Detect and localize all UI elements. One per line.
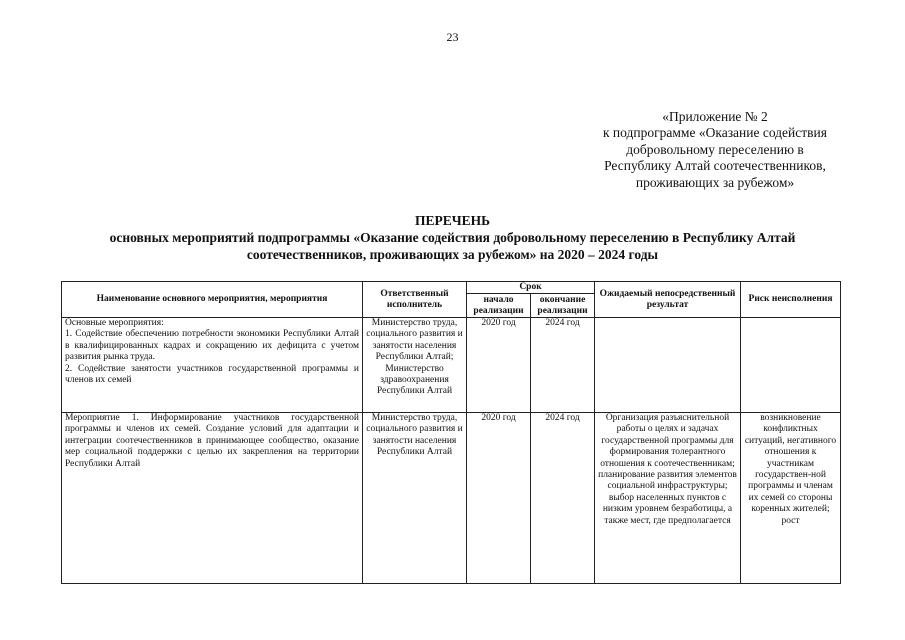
title-line: ПЕРЕЧЕНЬ: [414, 213, 491, 228]
header-risk: Риск неисполнения: [741, 282, 841, 318]
title-line: соотечественников, проживающих за рубежом» на 2020 – 2024 годы: [246, 247, 659, 262]
measures-table: [61, 281, 841, 584]
header-start: начало реализации: [467, 294, 531, 318]
cell-responsible: Министерство труда, социального развития и занятости населения Республики Алтай; Министерство здравоохранения Республики Алтай: [363, 318, 467, 413]
cell-responsible: Министерство труда, социального развития и занятости населения Республики Алтай: [363, 413, 467, 584]
header-result: Ожидаемый непосредственный результат: [595, 282, 741, 318]
table-row: [62, 318, 841, 413]
cell-end: 2024 год: [531, 413, 595, 584]
cell-risk: [741, 318, 841, 413]
cell-name: Мероприятие 1. Информирование участников государственной программы и членов их семей. Создание условий для адаптации и интеграции соотечественников в принимающее сообщество, оказание мер социальной поддержки с целью их закрепления на территории Республики Алтай: [62, 413, 363, 584]
cell-end: 2024 год: [531, 318, 595, 413]
document-title: [40, 212, 865, 263]
table-row: [62, 413, 841, 584]
appendix-line: проживающих за рубежом»: [635, 174, 795, 190]
appendix-heading: [540, 109, 890, 191]
appendix-line: к подпрограмме «Оказание содействия: [603, 125, 827, 141]
title-line: основных мероприятий подпрограммы «Оказание содействия добровольному переселению в Республику Алтай: [109, 230, 796, 245]
header-name: Наименование основного мероприятия, мероприятия: [62, 282, 363, 318]
appendix-line: Республику Алтай соотечественников,: [604, 158, 826, 174]
cell-risk: возникновение конфликтных ситуаций, негативного отношения к участникам государствен-ной программы и членам их семей со стороны коренных жителей; рост: [741, 413, 841, 584]
cell-result: Организация разъяснительной работы о целях и задачах государственной программы для формирования толерантного отношения к соотечественникам; планирование развития элементов социальной инфраструктуры; выбор населенных пунктов с низким уровнем безработицы, а также мест, где предполагается: [595, 413, 741, 584]
cell-start: 2020 год: [467, 413, 531, 584]
appendix-line: добровольному переселению в: [626, 141, 804, 157]
cell-name: Основные мероприятия: 1. Содействие обеспечению потребности экономики Республики Алтай в квалифицированных кадрах и сокращению их дефицита с учетом развития рынка труда. 2. Содействие занятости участников государственной программы и членов их семей: [62, 318, 363, 413]
cell-start: 2020 год: [467, 318, 531, 413]
header-end: окончание реализации: [531, 294, 595, 318]
cell-result: [595, 318, 741, 413]
page-number: 23: [446, 30, 459, 44]
header-responsible: Ответственный исполнитель: [363, 282, 467, 318]
appendix-line: «Приложение № 2: [662, 109, 768, 124]
header-term: Срок: [467, 282, 595, 294]
